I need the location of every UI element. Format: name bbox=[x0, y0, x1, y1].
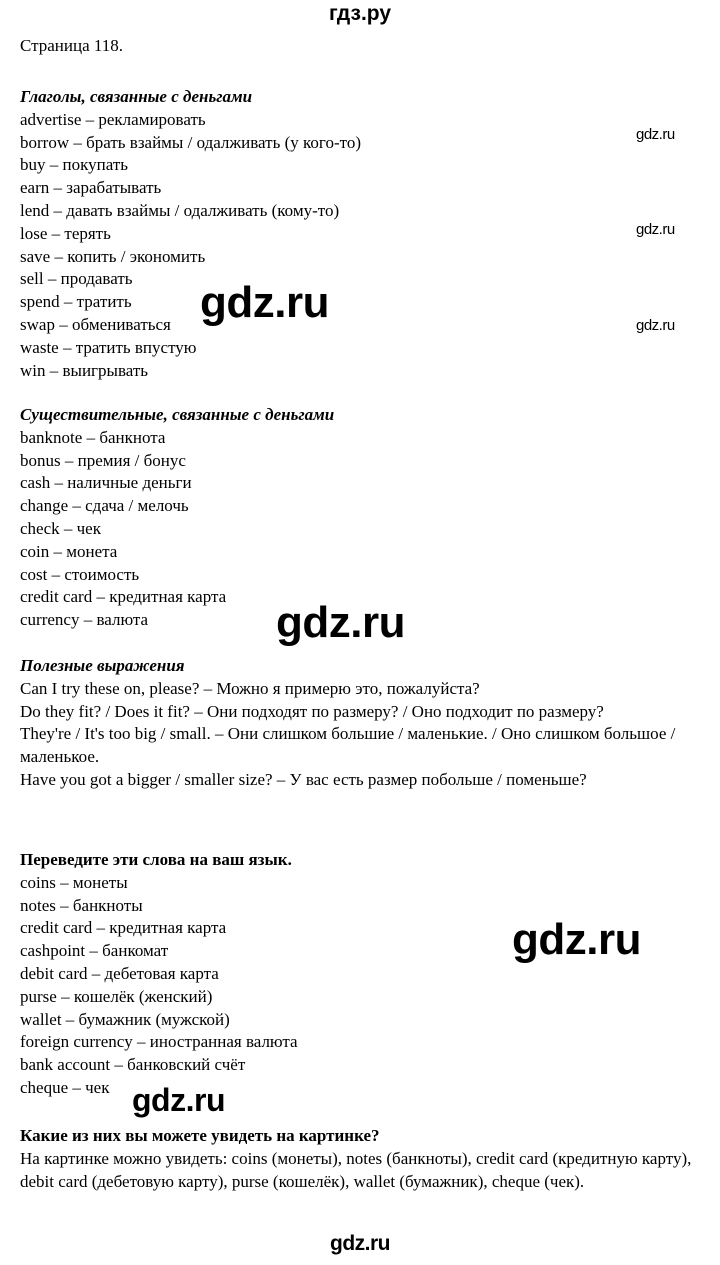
translate-line: foreign currency – иностранная валюта bbox=[20, 1032, 298, 1052]
verb-line: waste – тратить впустую bbox=[20, 337, 197, 357]
phrase-line: Do they fit? / Does it fit? – Они подходят по размеру? / Оно подходит по размеру? bbox=[20, 701, 604, 721]
phrase-line: Can I try these on, please? – Можно я примерю это, пожалуйста? bbox=[20, 678, 480, 698]
translate-line: purse – кошелёк (женский) bbox=[20, 986, 213, 1006]
watermark-large: gdz.ru bbox=[512, 915, 641, 964]
watermark-medium: gdz.ru bbox=[132, 1082, 225, 1118]
noun-line: cost – стоимость bbox=[20, 564, 140, 584]
translate-line: bank account – банковский счёт bbox=[20, 1055, 246, 1075]
noun-line: cash – наличные деньги bbox=[20, 473, 192, 493]
translate-heading: Переведите эти слова на ваш язык. bbox=[20, 850, 292, 869]
noun-line: banknote – банкнота bbox=[20, 427, 166, 447]
translate-line: cheque – чек bbox=[20, 1077, 110, 1097]
page-number: Страница 118. bbox=[20, 36, 124, 55]
verb-line: borrow – брать взаймы / одалживать (у кого-то) bbox=[20, 132, 361, 152]
translate-line: credit card – кредитная карта bbox=[20, 918, 227, 938]
picture-answer: На картинке можно увидеть: coins (монеты), notes (банкноты), credit card (кредитную карту), debit card (дебетовую карту), purse (кошелёк), wallet (бумажник), cheque (чек). bbox=[20, 1148, 692, 1191]
noun-line: change – сдача / мелочь bbox=[20, 496, 189, 516]
translate-line: wallet – бумажник (мужской) bbox=[20, 1009, 230, 1029]
verb-line: win – выигрывать bbox=[20, 360, 149, 380]
translate-section bbox=[20, 849, 710, 1100]
verbs-heading: Глаголы, связанные с деньгами bbox=[20, 87, 253, 106]
translate-line: debit card – дебетовая карта bbox=[20, 963, 219, 983]
watermark-large: gdz.ru bbox=[276, 598, 405, 647]
site-header: гдз.ру bbox=[328, 2, 392, 25]
translate-line: notes – банкноты bbox=[20, 895, 143, 915]
verb-line: lend – давать взаймы / одалживать (кому-то) bbox=[20, 200, 340, 220]
translate-line: cashpoint – банкомат bbox=[20, 941, 169, 961]
phrase-line: Have you got a bigger / smaller size? – У вас есть размер побольше / поменьше? bbox=[20, 769, 587, 789]
noun-line: currency – валюта bbox=[20, 610, 149, 630]
verb-line: swap – обмениваться bbox=[20, 314, 171, 334]
verb-line: spend – тратить bbox=[20, 292, 132, 312]
noun-line: coin – монета bbox=[20, 541, 118, 561]
nouns-heading: Существительные, связанные с деньгами bbox=[20, 405, 335, 424]
verb-line: sell – продавать bbox=[20, 269, 133, 289]
verb-line: lose – терять bbox=[20, 223, 111, 243]
picture-heading: Какие из них вы можете увидеть на картинке? bbox=[20, 1126, 380, 1145]
noun-line: bonus – премия / бонус bbox=[20, 450, 186, 470]
verb-line: buy – покупать bbox=[20, 155, 129, 175]
verb-line: earn – зарабатывать bbox=[20, 178, 162, 198]
picture-section bbox=[20, 1125, 710, 1193]
phrases-heading: Полезные выражения bbox=[20, 656, 185, 675]
noun-line: check – чек bbox=[20, 518, 101, 538]
noun-line: credit card – кредитная карта bbox=[20, 587, 227, 607]
watermark-small: gdz.ru bbox=[636, 317, 675, 334]
watermark-small: gdz.ru bbox=[636, 221, 675, 238]
watermark-small: gdz.ru bbox=[636, 126, 675, 143]
phrases-section bbox=[20, 655, 710, 792]
watermark-large: gdz.ru bbox=[200, 278, 329, 327]
verb-line: advertise – рекламировать bbox=[20, 109, 206, 129]
verb-line: save – копить / экономить bbox=[20, 246, 206, 266]
watermark-footer: gdz.ru bbox=[330, 1232, 390, 1255]
translate-line: coins – монеты bbox=[20, 872, 128, 892]
verbs-section bbox=[20, 86, 710, 382]
phrase-line: They're / It's too big / small. – Они слишком большие / маленькие. / Оно слишком большое / маленькое. bbox=[20, 724, 676, 767]
